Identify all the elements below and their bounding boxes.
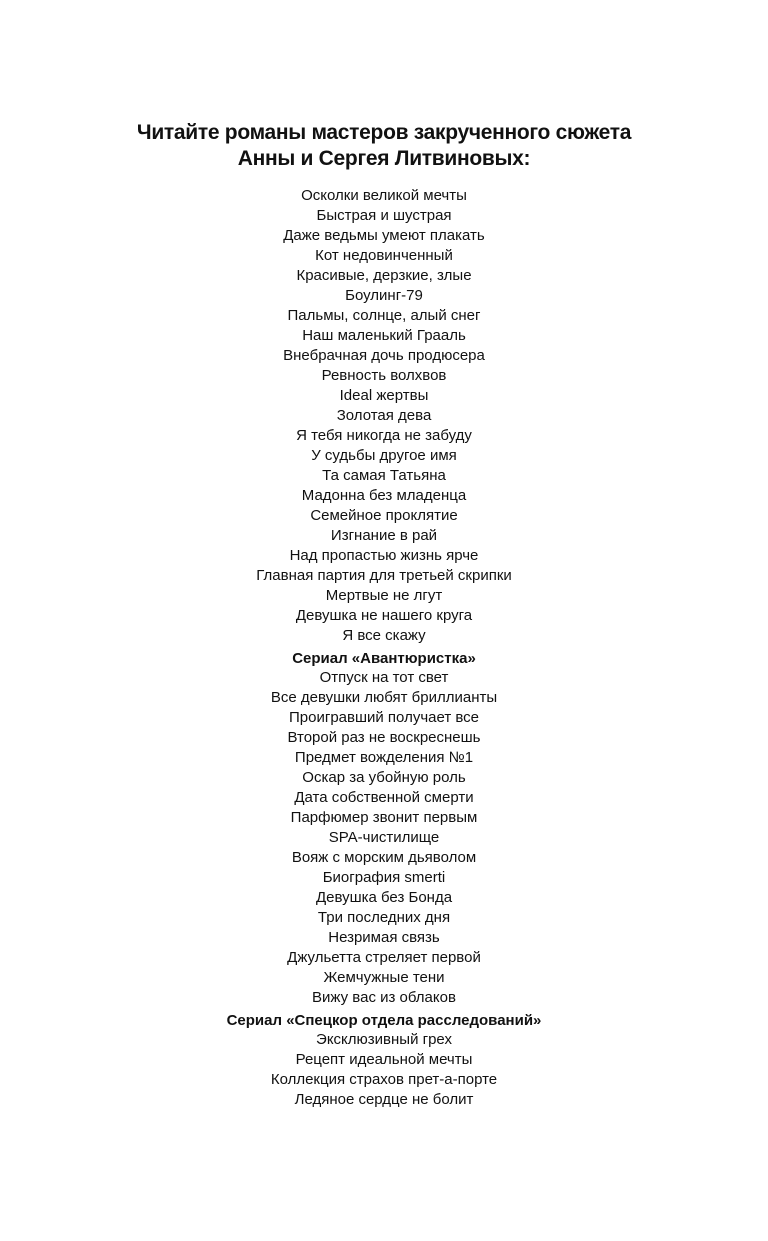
book-title: SPA-чистилище <box>328 829 440 846</box>
book-title: Ледяное сердце не болит <box>294 1091 474 1108</box>
book-title: Эксклюзивный грех <box>316 1031 452 1048</box>
book-title: Отпуск на тот свет <box>319 669 449 686</box>
book-title: Внебрачная дочь продюсера <box>283 347 485 364</box>
book-title: Мадонна без младенца <box>301 487 467 504</box>
book-title: Вояж с морским дьяволом <box>291 849 477 866</box>
book-title: Оскар за убойную роль <box>302 769 466 786</box>
book-title: Даже ведьмы умеют плакать <box>283 227 485 244</box>
book-title: Парфюмер звонит первым <box>290 809 478 826</box>
series-heading: Сериал «Спецкор отдела расследований» <box>226 1012 542 1029</box>
book-title: Над пропастью жизнь ярче <box>289 547 479 564</box>
book-title: У судьбы другое имя <box>311 447 457 464</box>
page-heading <box>0 120 768 172</box>
book-title: Золотая дева <box>336 407 432 424</box>
book-list <box>0 186 768 1110</box>
book-title: Быстрая и шустрая <box>316 207 452 224</box>
book-title: Я тебя никогда не забуду <box>296 427 472 444</box>
book-title: Незримая связь <box>328 929 440 946</box>
book-title: Предмет вожделения №1 <box>294 749 474 766</box>
book-title: Коллекция страхов прет-а-порте <box>270 1071 498 1088</box>
book-title: Вижу вас из облаков <box>312 989 456 1006</box>
book-title: Три последних дня <box>317 909 451 926</box>
book-title: Ideal жертвы <box>339 387 429 404</box>
book-title: Мертвые не лгут <box>325 587 443 604</box>
book-title: Проигравший получает все <box>289 709 479 726</box>
book-title: Наш маленький Грааль <box>302 327 466 344</box>
series-heading: Сериал «Авантюристка» <box>292 650 476 667</box>
book-title: Главная партия для третьей скрипки <box>256 567 512 584</box>
book-title: Жемчужные тени <box>323 969 445 986</box>
book-title: Второй раз не воскреснешь <box>287 729 481 746</box>
book-title: Я все скажу <box>342 627 426 644</box>
book-title: Дата собственной смерти <box>294 789 474 806</box>
heading-line-1: Читайте романы мастеров закрученного сюжета <box>136 121 632 144</box>
book-title: Изгнание в рай <box>330 527 438 544</box>
book-title: Красивые, дерзкие, злые <box>296 267 472 284</box>
book-title: Осколки великой мечты <box>301 187 467 204</box>
book-title: Девушка без Бонда <box>315 889 453 906</box>
book-title: Боулинг-79 <box>345 287 423 304</box>
book-title: Все девушки любят бриллианты <box>270 689 498 706</box>
book-title: Та самая Татьяна <box>322 467 446 484</box>
book-title: Рецепт идеальной мечты <box>295 1051 473 1068</box>
heading-line-2: Анны и Сергея Литвиновых: <box>237 147 531 170</box>
book-title: Джульетта стреляет первой <box>287 949 481 966</box>
book-title: Девушка не нашего круга <box>295 607 473 624</box>
book-title: Семейное проклятие <box>310 507 458 524</box>
book-title: Кот недовинченный <box>315 247 453 264</box>
book-title: Биография smerti <box>322 869 446 886</box>
book-title: Пальмы, солнце, алый снег <box>287 307 481 324</box>
book-title: Ревность волхвов <box>321 367 447 384</box>
